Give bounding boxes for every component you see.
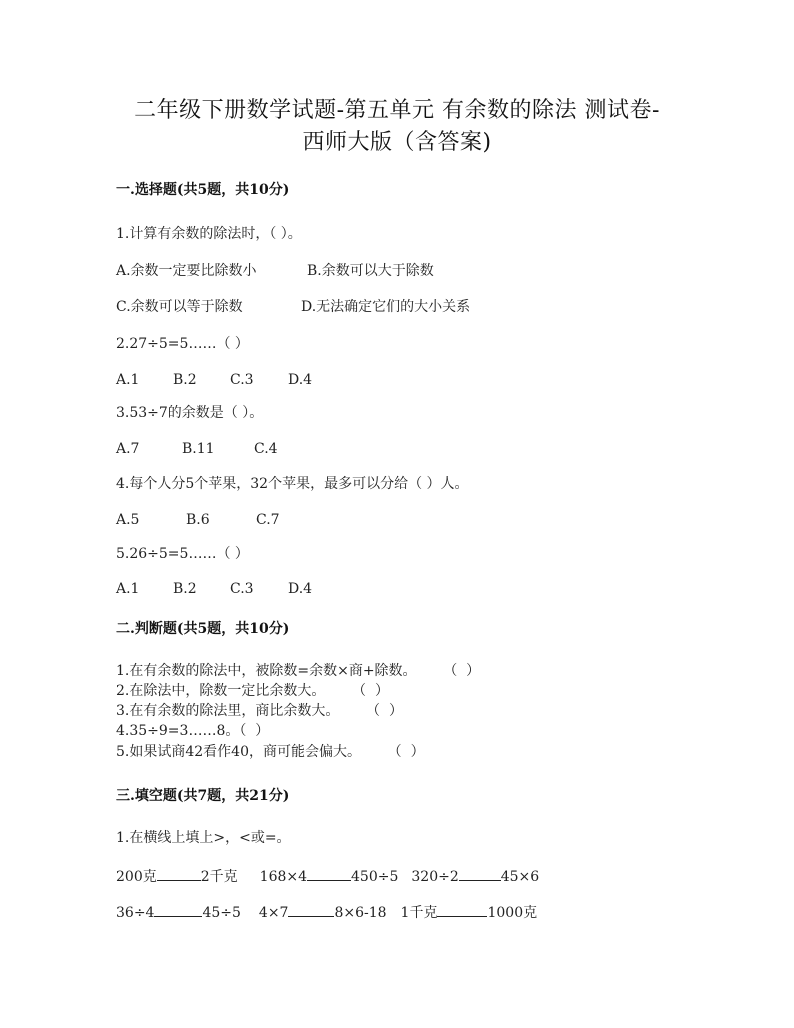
answer-blank[interactable]	[154, 902, 202, 917]
compare-left: 36÷4	[116, 905, 155, 921]
fill-row-1	[116, 866, 539, 887]
q2-option-b: B.2	[173, 372, 197, 388]
compare-item	[401, 902, 538, 923]
section-2-heading: 二.判断题(共5题，共10分)	[116, 621, 290, 637]
compare-item	[411, 866, 539, 887]
tf-item-2: 2.在除法中，除数一定比余数大。 （ ）	[116, 683, 389, 699]
answer-blank[interactable]	[157, 866, 201, 881]
compare-item	[260, 866, 399, 887]
title-line-2: 西师大版（含答案)	[302, 130, 492, 155]
q1-option-c: C.余数可以等于除数	[116, 299, 243, 315]
q4-option-b: B.6	[186, 512, 210, 528]
q5-options	[116, 579, 312, 599]
answer-blank[interactable]	[437, 902, 487, 917]
section-3-heading: 三.填空题(共7题，共21分)	[116, 788, 290, 804]
q3-option-c: C.4	[254, 441, 278, 457]
q3-options	[116, 439, 278, 459]
compare-item	[116, 866, 238, 887]
q5-option-d: D.4	[288, 581, 313, 597]
answer-blank[interactable]	[459, 866, 501, 881]
compare-left: 1千克	[400, 905, 438, 921]
q4-option-a: A.5	[116, 512, 140, 528]
compare-item	[116, 902, 241, 923]
compare-right: 2千克	[200, 869, 238, 885]
q4-option-c: C.7	[256, 512, 280, 528]
q5-stem: 5.26÷5=5……（ ）	[116, 546, 249, 562]
q1-option-b: B.余数可以大于除数	[307, 263, 434, 279]
tf-item-1: 1.在有余数的除法中，被除数=余数×商+除数。 （ ）	[116, 663, 481, 679]
tf-item-3: 3.在有余数的除法里，商比余数大。 （ ）	[116, 703, 403, 719]
q5-option-a: A.1	[116, 581, 140, 597]
q4-options	[116, 510, 280, 530]
q2-option-c: C.3	[230, 372, 254, 388]
compare-right: 45÷5	[202, 905, 241, 921]
tf-item-4: 4.35÷9=3……8。（ ）	[116, 723, 270, 739]
q5-option-c: C.3	[230, 581, 254, 597]
q3-stem: 3.53÷7的余数是（ ）。	[116, 405, 264, 421]
q1-options-row1	[116, 261, 434, 281]
q3-option-b: B.11	[182, 441, 215, 457]
q2-stem: 2.27÷5=5……（ ）	[116, 336, 249, 352]
compare-left: 168×4	[259, 869, 308, 885]
compare-left: 4×7	[258, 905, 289, 921]
q2-option-d: D.4	[288, 372, 313, 388]
q2-option-a: A.1	[116, 372, 140, 388]
q2-options	[116, 370, 312, 390]
q1-option-a: A.余数一定要比除数小	[116, 263, 257, 279]
compare-right: 1000克	[487, 905, 538, 921]
q5-option-b: B.2	[173, 581, 197, 597]
q1-option-d: D.无法确定它们的大小关系	[301, 299, 471, 315]
compare-left: 320÷2	[411, 869, 459, 885]
answer-blank[interactable]	[288, 902, 334, 917]
compare-item	[259, 902, 387, 923]
compare-right: 45×6	[500, 869, 540, 885]
q3-option-a: A.7	[116, 441, 140, 457]
q1-stem: 1.计算有余数的除法时，（ ）。	[116, 226, 302, 242]
fill-row-2	[116, 902, 537, 923]
q4-stem: 4.每个人分5个苹果，32个苹果，最多可以分给（ ）人。	[116, 476, 469, 492]
compare-left: 200克	[116, 869, 157, 885]
q1-options-row2	[116, 297, 470, 317]
compare-right: 450÷5	[351, 869, 399, 885]
compare-right: 8×6-18	[334, 905, 387, 921]
tf-item-5: 5.如果试商42看作40，商可能会偏大。 （ ）	[116, 744, 425, 760]
answer-blank[interactable]	[307, 866, 351, 881]
title-line-1: 二年级下册数学试题-第五单元 有余数的除法 测试卷-	[134, 98, 660, 123]
fill-q1-stem: 1.在横线上填上>，<或=。	[116, 830, 291, 846]
section-1-heading: 一.选择题(共5题，共10分)	[116, 182, 290, 198]
